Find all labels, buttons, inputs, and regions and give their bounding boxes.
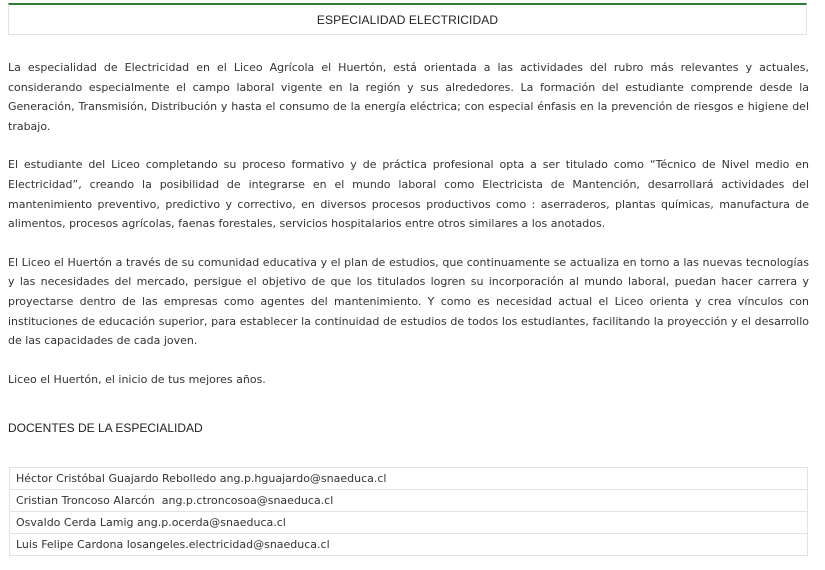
description-body xyxy=(8,58,809,408)
teacher-entry: Luis Felipe Cardona losangeles.electricidad@snaeduca.cl xyxy=(10,534,808,556)
table-row xyxy=(10,512,808,534)
paragraph-comunidad: El Liceo el Huertón a través de su comunidad educativa y el plan de estudios, que continuamente se actualiza en torno a las nuevas tecnologías y las necesidades del mercado, persigue el objetivo de que los titulados logren su incorporación al mundo laboral, puedan hacer carrera y proyectarse dentro de las empresas como agentes del mantenimiento. Y como es necesidad actual el Liceo orienta y crea vínculos con instituciones de educación superior, para establecer la continuidad de estudios de todos los estudiantes, facilitando la proyección y el desarrollo de las capacidades de cada joven. xyxy=(8,255,809,348)
paragraph-intro: La especialidad de Electricidad en el Liceo Agrícola el Huertón, está orientada a las actividades del rubro más relevantes y actuales, considerando especialmente el campo laboral vigente en la región y sus alrededores. La formación del estudiante comprende desde la Generación, Transmisión, Distribución y hasta el consumo de la energía eléctrica; con especial énfasis en la prevención de riesgos e higiene del trabajo. xyxy=(8,61,809,133)
page-title: ESPECIALIDAD ELECTRICIDAD xyxy=(316,12,499,27)
teacher-entry: Cristian Troncoso Alarcón ang.p.ctroncosoa@snaeduca.cl xyxy=(10,490,808,512)
page-title-box xyxy=(8,3,807,35)
paragraph-titulo: El estudiante del Liceo completando su proceso formativo y de práctica profesional opta a ser titulado como “Técnico de Nivel medio en Electricidad”, creando la posibilidad de integrarse en el mundo laboral como Electricista de Mantención, desarrollará actividades del mantenimiento preventivo, predictivo y correctivo, en diversos procesos productivos como : aserraderos, plantas químicas, manufactura de alimentos, procesos agrícolas, faenas forestales, servicios hospitalarios entre otros similares a los anotados. xyxy=(8,158,809,231)
table-row xyxy=(10,468,808,490)
paragraph-slogan: Liceo el Huertón, el inicio de tus mejores años. xyxy=(8,372,266,386)
table-row xyxy=(10,490,808,512)
teacher-entry: Osvaldo Cerda Lamig ang.p.ocerda@snaeduca.cl xyxy=(10,512,808,534)
teacher-entry: Héctor Cristóbal Guajardo Rebolledo ang.p.hguajardo@snaeduca.cl xyxy=(10,468,808,490)
teachers-table xyxy=(9,467,808,556)
table-row xyxy=(10,534,808,556)
teachers-section-title: DOCENTES DE LA ESPECIALIDAD xyxy=(8,421,203,435)
